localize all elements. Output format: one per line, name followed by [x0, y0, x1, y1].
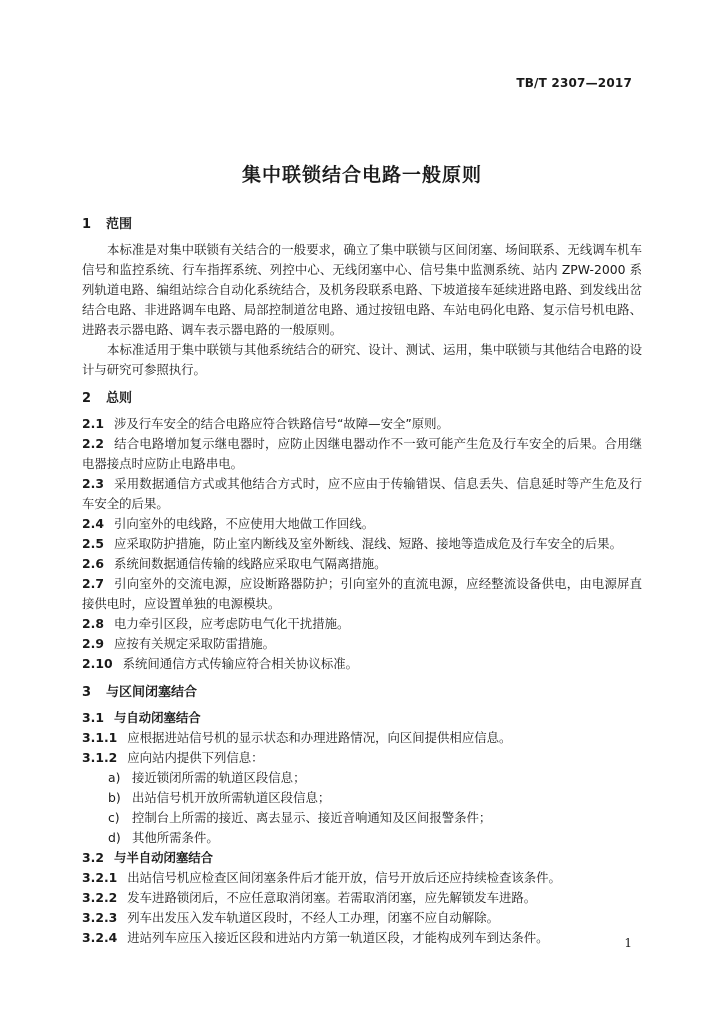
list-item: d) 其他所需条件。 [108, 830, 219, 845]
clause: 3.2.4 进站列车应压入接近区段和进站内方第一轨道区段，才能构成列车到达条件。 [82, 930, 549, 945]
standard-code: TB/T 2307—2017 [516, 76, 632, 90]
list-item: c) 控制台上所需的接近、离去显示、接近音响通知及区间报警条件； [108, 810, 492, 825]
clause: 3.2.2 发车进路锁闭后，不应任意取消闭塞。若需取消闭塞，应先解锁发车进路。 [82, 890, 537, 905]
clause: 2.10 系统间通信方式传输应符合相关协议标准。 [82, 656, 358, 671]
subsection-heading: 3.2 与半自动闭塞结合 [82, 850, 214, 865]
clause: 3.1.2 应向站内提供下列信息： [82, 750, 264, 765]
section-heading-block: 3 与区间闭塞结合 [82, 685, 198, 700]
clause: 2.9 应按有关规定采取防雷措施。 [82, 636, 276, 651]
clause: 3.1.1 应根据进站信号机的显示状态和办理进路情况，向区间提供相应信息。 [82, 730, 512, 745]
clause: 2.3 采用数据通信方式或其他结合方式时，应不应由于传输错误、信息丢失、信息延时等产生危及行车安全的后果。 [82, 476, 642, 511]
page-number: 1 [624, 936, 632, 950]
subsection-heading: 3.1 与自动闭塞结合 [82, 710, 201, 725]
clause: 2.8 电力牵引区段，应考虑防电气化干扰措施。 [82, 616, 350, 631]
list-item: a) 接近锁闭所需的轨道区段信息； [108, 770, 306, 785]
clause: 2.6 系统间数据通信传输的线路应采取电气隔离措施。 [82, 556, 387, 571]
paragraph: 本标准是对集中联锁有关结合的一般要求，确立了集中联锁与区间闭塞、场间联系、无线调车机车信号和监控系统、行车指挥系统、列控中心、无线闭塞中心、信号集中监测系统、站内 ZPW-2000 系列轨道电路、编组站综合自动化系统结合，及机务段联系电路、下坡道接车延续进路电路、到发线出岔结合电路、非进路调车电路、局部控制道岔电路、通过按钮电路、车站电码化电路、复示信号机电路、进路表示器电路、调车表示器电路的一般原则。 [82, 242, 642, 337]
document-title: 集中联锁结合电路一般原则 [241, 164, 482, 186]
clause: 2.2 结合电路增加复示继电器时，应防止因继电器动作不一致可能产生危及行车安全的后果。合用继电器接点时应防止电路串电。 [82, 436, 642, 471]
clause: 3.2.3 列车出发压入发车轨道区段时，不经人工办理，闭塞不应自动解除。 [82, 910, 499, 925]
clause: 2.1 涉及行车安全的结合电路应符合铁路信号“故障—安全”原则。 [82, 416, 449, 431]
clause: 3.2.1 出站信号机应检查区间闭塞条件后才能开放，信号开放后还应持续检查该条件。 [82, 870, 561, 885]
clause: 2.5 应采取防护措施，防止室内断线及室外断线、混线、短路、接地等造成危及行车安全的后果。 [82, 536, 622, 551]
clause: 2.4 引向室外的电线路，不应使用大地做工作回线。 [82, 516, 375, 531]
clause: 2.7 引向室外的交流电源，应设断路器防护；引向室外的直流电源，应经整流设备供电，由电源屏直接供电时，应设置单独的电源模块。 [82, 576, 642, 611]
section-heading-general: 2 总则 [82, 391, 133, 406]
paragraph: 本标准适用于集中联锁与其他系统结合的研究、设计、测试、运用，集中联锁与其他结合电路的设计与研究可参照执行。 [82, 342, 642, 377]
list-item: b) 出站信号机开放所需轨道区段信息； [108, 790, 331, 805]
document-body [82, 216, 642, 948]
section-heading-scope: 1 范围 [82, 217, 133, 232]
